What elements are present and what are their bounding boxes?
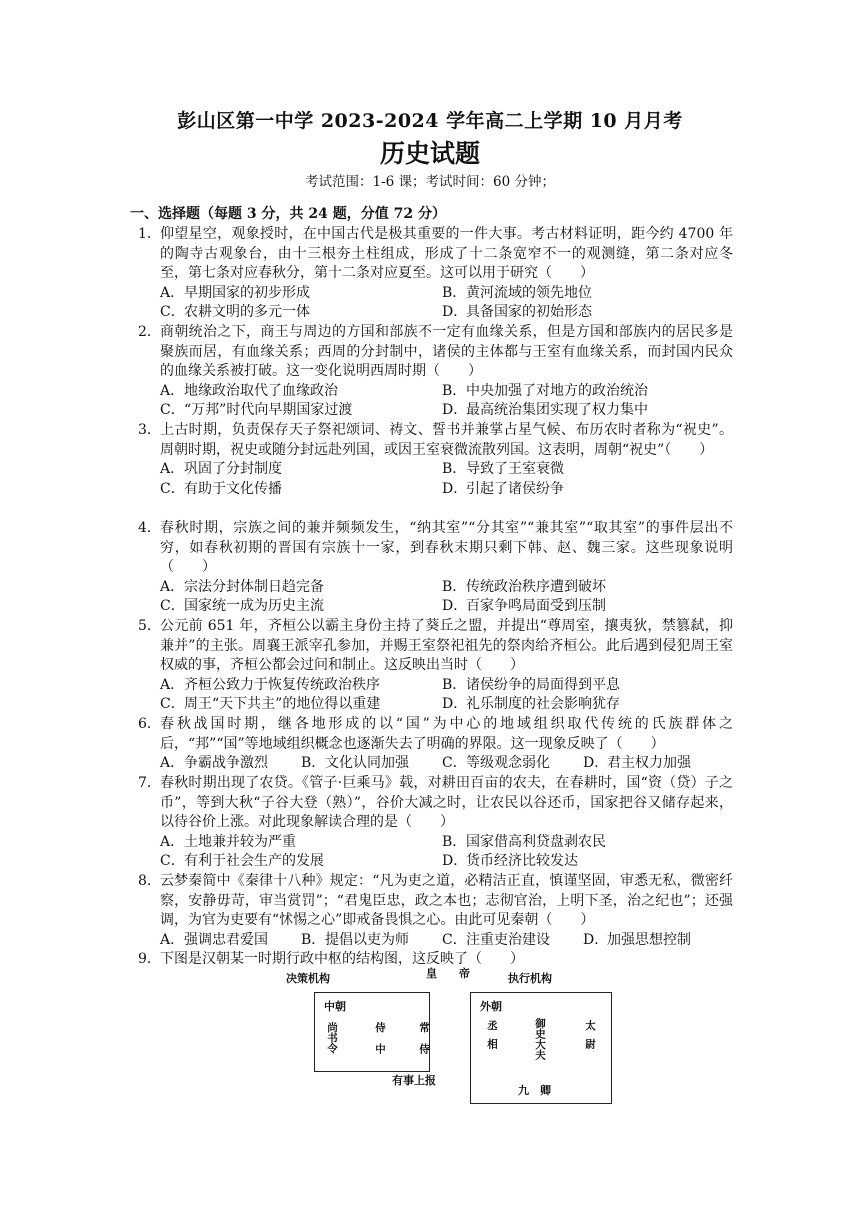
question-number: 4．: [138, 520, 161, 536]
question-number: 9．: [138, 951, 161, 967]
exam-title: 彭山区第一中学 2023-2024 学年高二上学期 10 月月考: [177, 110, 683, 132]
option-a: A．地缘政治取代了血缘政治: [160, 382, 338, 399]
option-b: B．导致了王室衰微: [442, 461, 564, 477]
option-d: D．货币经济比较发达: [442, 853, 578, 869]
option-d: D．百家争鸣局面受到压制: [442, 598, 606, 614]
option-b: B．提倡以吏为师: [301, 931, 409, 948]
option-c: C．周王“天下共主”的地位得以重建: [160, 696, 381, 712]
question-6: [138, 715, 733, 774]
question-stem: 春秋时期出现了农贷。《管子·巨乘马》载，对耕田百亩的农夫，在春耕时，国“资（贷）子之币”，等到大秋“子谷大登（熟）”，谷价大减之时，让农民以谷还币，国家把谷又储存起来，以待谷价上涨。对此现象解读合理的是（ ）: [160, 775, 733, 830]
nine-ministers-label: 九 卿: [518, 1084, 551, 1097]
option-c: C．有助于文化传播: [160, 480, 282, 497]
option-b: B．文化认同加强: [301, 755, 409, 771]
option-d: D．具备国家的初始形态: [442, 304, 592, 320]
inner-official-1: 尚书令: [326, 1022, 338, 1054]
inner-official-3: 常侍: [418, 1022, 430, 1065]
option-d: D．加强思想控制: [583, 931, 691, 948]
option-c: C．等级观念弱化: [442, 755, 550, 771]
inner-official-2: 侍中: [374, 1022, 386, 1065]
emperor-label: 皇 帝: [426, 967, 470, 980]
question-4: [138, 519, 733, 617]
question-stem: 公元前 651 年，齐桓公以霸主身份主持了葵丘之盟，并提出“尊周室，攘夷狄，禁篡弑，抑兼并”的主张。周襄王派宰孔参加，并赐王室祭祀祖先的祭肉给齐桓公。此后遇到侵犯周王室权威的事，齐桓公都会过问和制止。这反映出当时（ ）: [160, 618, 733, 673]
question-number: 3．: [138, 422, 161, 438]
han-central-government-diagram: [280, 968, 630, 1108]
report-label: 有事上报: [392, 1074, 436, 1087]
question-number: 2．: [138, 324, 161, 340]
option-b: B．传统政治秩序遭到破坏: [442, 578, 606, 595]
outer-court-label: 外朝: [480, 1000, 502, 1013]
question-number: 6．: [138, 716, 161, 732]
question-5: [138, 617, 733, 715]
question-2: [138, 323, 733, 421]
question-number: 7．: [138, 775, 161, 791]
question-number: 8．: [138, 873, 161, 889]
outer-official-1: 丞相: [486, 1020, 498, 1057]
option-c: C．有利于社会生产的发展: [160, 853, 324, 869]
question-8: [138, 872, 733, 950]
option-b: B．国家借高利贷盘剥农民: [442, 833, 606, 850]
option-a: A．巩固了分封制度: [160, 461, 282, 477]
option-c: C．注重吏治建设: [442, 931, 550, 948]
outer-official-2: 御史大夫: [534, 1018, 546, 1060]
question-number: 5．: [138, 618, 161, 634]
question-1: [138, 225, 733, 323]
option-b: B．中央加强了对地方的政治统治: [442, 382, 648, 399]
option-a: A．土地兼并较为严重: [160, 833, 296, 850]
execution-body-label: 执行机构: [508, 972, 552, 985]
option-d: D．礼乐制度的社会影响犹存: [442, 696, 620, 712]
option-a: A．早期国家的初步形成: [160, 284, 310, 301]
option-d: D．君主权力加强: [583, 755, 691, 771]
outer-official-3: 太尉: [584, 1020, 596, 1057]
question-7: [138, 774, 733, 872]
option-b: B．诸侯纷争的局面得到平息: [442, 676, 620, 693]
question-stem: 春秋战国时期，继各地形成的以“国”为中心的地域组织取代传统的氏族群体之后，“邦”“国”等地域组织概念也逐渐失去了明确的界限。这一现象反映了（ ）: [160, 716, 733, 752]
section-heading: 一、选择题（每题 3 分，共 24 题，分值 72 分）: [130, 206, 446, 222]
option-d: D．引起了诸侯纷争: [442, 480, 564, 497]
question-stem: 云梦秦简中《秦律十八种》规定：“凡为吏之道，必精洁正直，慎谨坚固，审悉无私，微密纤察，安静毋苛，审当赏罚”；“君鬼臣忠，政之本也；志彻官治，上明下圣，治之纪也”；还强调，为官为吏要有“怵惕之心”即戒备畏惧之心。由此可见秦朝（ ）: [160, 873, 733, 928]
inner-court-label: 中朝: [324, 1000, 346, 1013]
question-number: 1．: [138, 226, 161, 242]
option-a: A．争霸战争激烈: [160, 755, 268, 771]
option-c: C．“万邦”时代向早期国家过渡: [160, 402, 353, 418]
option-d: D．最高统治集团实现了权力集中: [442, 402, 648, 418]
question-stem: 春秋时期，宗族之间的兼并频频发生，“纳其室”“分其室”“兼其室”“取其室”的事件层出不穷，如春秋初期的晋国有宗族十一家，到春秋末期只剩下韩、赵、魏三家。这些现象说明（ ）: [160, 520, 733, 575]
option-a: A．强调忠君爱国: [160, 931, 268, 948]
option-c: C．农耕文明的多元一体: [160, 304, 310, 320]
question-stem: 下图是汉朝某一时期行政中枢的结构图，这反映了（ ）: [160, 951, 524, 967]
question-stem: 上古时期，负责保存天子祭祀颂词、祷文、誓书并兼掌占星气候、布历农时者称为“祝史”。周朝时期，祝史或随分封远赴列国，或因王室衰微流散列国。这表明，周朝“祝史”（ ）: [160, 422, 733, 458]
decision-body-label: 决策机构: [286, 972, 330, 985]
option-a: A．齐桓公致力于恢复传统政治秩序: [160, 676, 380, 693]
option-b: B．黄河流域的领先地位: [442, 284, 592, 301]
option-c: C．国家统一成为历史主流: [160, 598, 324, 614]
exam-info: 考试范围：1-6 课；考试时间：60 分钟；: [304, 174, 555, 190]
subject-title: 历史试题: [379, 139, 480, 168]
option-a: A．宗法分封体制日趋完备: [160, 578, 324, 595]
question-stem: 仰望星空，观象授时，在中国古代是极其重要的一件大事。考古材料证明，距今约 4700 年的陶寺古观象台，由十三根夯土柱组成，形成了十二条宽窄不一的观测缝，第二条对应冬至，第七条对应春秋分，第十二条对应夏至。这可以用于研究（ ）: [160, 226, 733, 281]
question-stem: 商朝统治之下，商王与周边的方国和部族不一定有血缘关系，但是方国和部族内的居民多是聚族而居，有血缘关系；西周的分封制中，诸侯的主体都与王室有血缘关系，而封国内民众的血缘关系被打破。这一变化说明西周时期（ ）: [160, 324, 733, 379]
question-3: [138, 421, 733, 499]
